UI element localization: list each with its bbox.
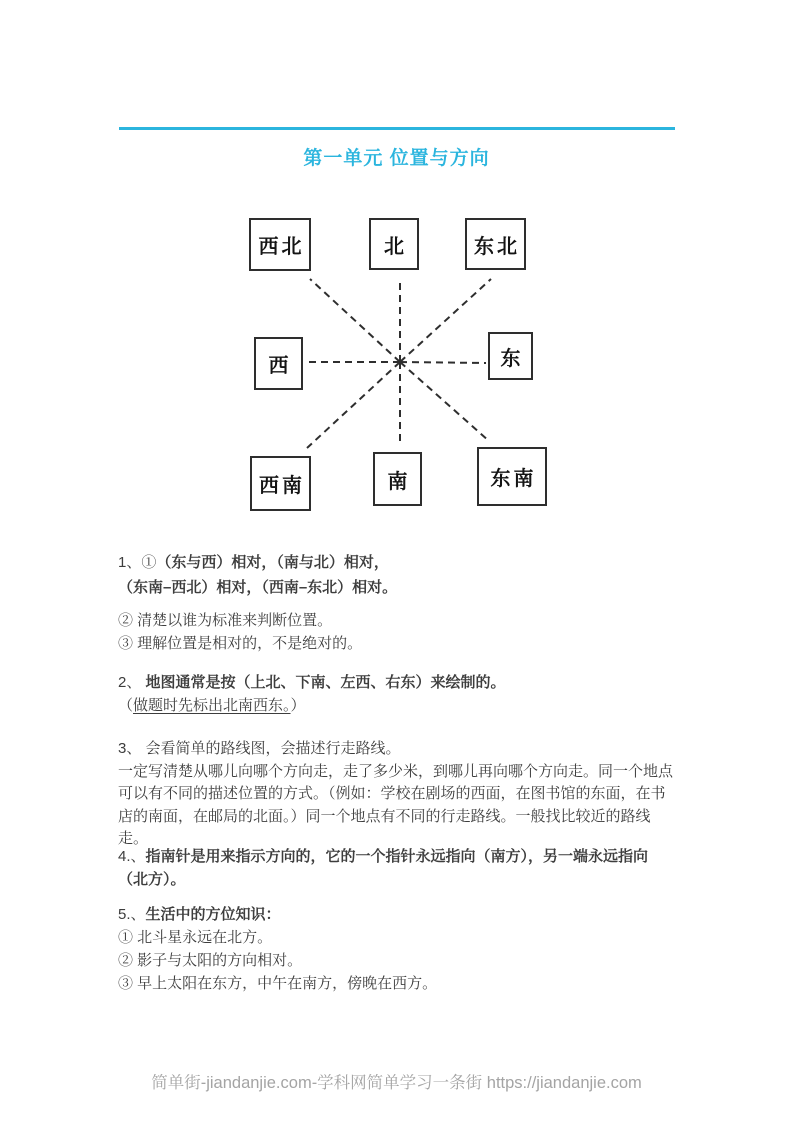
compass-ray-east bbox=[400, 362, 486, 363]
header-divider bbox=[119, 127, 675, 130]
section-2-number: 2、 bbox=[118, 674, 146, 691]
direction-box-southeast bbox=[477, 447, 547, 506]
section-5-item: ① 北斗星永远在北方。 bbox=[118, 929, 273, 946]
section-1-item-2: ② 清楚以谁为标准来判断位置。 bbox=[118, 612, 333, 629]
compass-ray-southeast bbox=[400, 362, 489, 441]
section-5 bbox=[118, 903, 676, 995]
section-5-heading bbox=[118, 903, 676, 926]
section-3 bbox=[118, 738, 676, 851]
section-1-heading bbox=[118, 550, 676, 600]
compass-ray-northwest bbox=[310, 279, 400, 362]
direction-label-north: 北 bbox=[384, 235, 407, 258]
direction-box-west bbox=[254, 337, 303, 390]
direction-box-south bbox=[373, 452, 422, 506]
section-1-line-2: （东南–西北）相对，（西南–东北）相对。 bbox=[118, 579, 398, 596]
direction-box-north bbox=[369, 218, 419, 270]
section-5-item: ② 影子与太阳的方向相对。 bbox=[118, 952, 303, 969]
compass-diagram bbox=[230, 210, 560, 520]
section-3-paragraph: 一定写清楚从哪儿向哪个方向走，走了多少米，到哪儿再向哪个方向走。同一个地点可以有不同的描述位置的方式。（例如：学校在剧场的西面，在图书馆的东面，在书店的南面，在邮局的北面。）同一个地点有不同的行走路线。一般找比较近的路线走。 bbox=[118, 762, 674, 847]
section-2-note-open: （ bbox=[118, 697, 134, 714]
section-5-number: 5.、 bbox=[118, 906, 146, 923]
page-title: 第一单元 位置与方向 bbox=[303, 148, 490, 169]
section-5-item: ③ 早上太阳在东方，中午在南方，傍晚在西方。 bbox=[118, 975, 438, 992]
direction-label-east: 东 bbox=[500, 347, 524, 370]
direction-label-northwest: 西北 bbox=[258, 236, 305, 258]
section-2-note bbox=[118, 694, 676, 717]
direction-label-southeast: 东南 bbox=[490, 468, 537, 490]
direction-box-northeast bbox=[465, 218, 526, 270]
section-1-item-3: ③ 理解位置是相对的，不是绝对的。 bbox=[118, 635, 363, 652]
section-2-line-1 bbox=[118, 671, 676, 694]
watermark-footer: 简单街-jiandanjie.com-学科网简单学习一条街 https://jiandanjie.com bbox=[151, 1074, 642, 1092]
direction-box-east bbox=[488, 332, 533, 380]
direction-label-northeast: 东北 bbox=[474, 235, 520, 258]
direction-box-southwest bbox=[250, 456, 311, 511]
direction-label-west: 西 bbox=[268, 355, 292, 377]
section-5-title: 生活中的方位知识： bbox=[145, 906, 281, 923]
section-2-note-underlined: 做题时先标出北南西东。 bbox=[133, 697, 291, 714]
section-4-number: 4.、 bbox=[118, 848, 146, 865]
section-2-text: 地图通常是按（上北、下南、左西、右东）来绘制的。 bbox=[145, 674, 506, 691]
compass-ray-southwest bbox=[307, 362, 400, 448]
direction-label-south: 南 bbox=[387, 470, 411, 493]
section-2 bbox=[118, 671, 676, 717]
section-1-number: 1、① bbox=[118, 554, 157, 571]
direction-label-southwest: 西南 bbox=[259, 475, 305, 497]
section-4-text: 指南针是用来指示方向的，它的一个指针永远指向（南方），另一端永远指向（北方）。 bbox=[118, 848, 649, 888]
section-1-line-1-text: （东与西）相对，（南与北）相对， bbox=[156, 554, 389, 571]
section-1-items bbox=[118, 609, 676, 655]
section-4 bbox=[118, 845, 676, 891]
compass-ray-northeast bbox=[400, 279, 491, 362]
direction-box-northwest bbox=[249, 218, 311, 271]
section-1-line-1 bbox=[118, 550, 676, 575]
section-3-heading: 3、 会看简单的路线图，会描述行走路线。 bbox=[118, 740, 401, 757]
section-2-note-close: ） bbox=[290, 697, 306, 714]
